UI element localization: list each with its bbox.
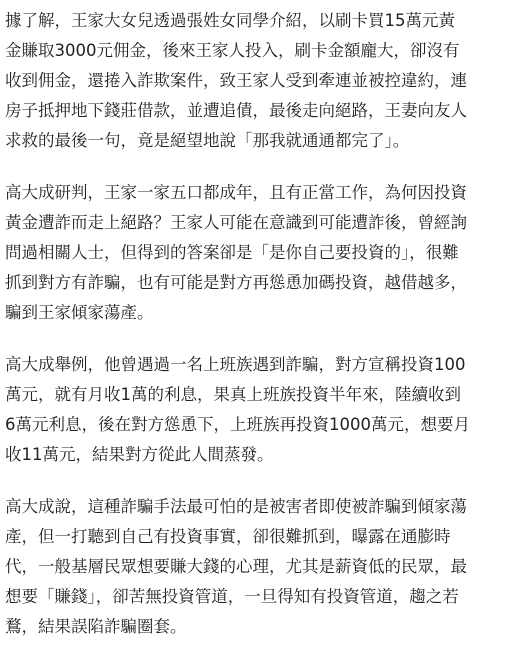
text-line: 想要「賺錢」，卻苦無投資管道，一旦得知有投資管道，趨之若	[5, 587, 459, 606]
text-line: 房子抵押地下錢莊借款，並遭追債，最後走向絕路，王妻向友人	[5, 101, 467, 120]
text-line: 騙到王家傾家蕩產。	[5, 303, 154, 322]
text-line: 據了解，王家大女兒透過張姓女同學介紹，以刷卡買15萬元黃	[5, 11, 455, 30]
text-line: 高大成舉例，他曾遇過一名上班族遇到詐騙，對方宣稱投資100	[5, 355, 466, 374]
article-body	[5, 6, 509, 664]
text-line: 黃金遭詐而走上絕路？王家人可能在意識到可能遭詐後，曾經詢	[5, 213, 467, 232]
paragraph-1	[5, 6, 509, 156]
text-line: 6萬元利息，後在對方慫恿下，上班族再投資1000萬元，想要月	[5, 415, 470, 434]
paragraph-4	[5, 492, 509, 642]
text-line: 高大成說，這種詐騙手法最可怕的是被害者即使被詐騙到傾家蕩	[5, 497, 467, 516]
text-line: 代，一般基層民眾想要賺大錢的心理，尤其是薪資低的民眾，最	[5, 557, 467, 576]
text-line: 求救的最後一句，竟是絕望地說「那我就通通都完了」。	[5, 131, 410, 150]
text-line: 抓到對方有詐騙，也有可能是對方再慫恿加碼投資，越借越多，	[5, 273, 467, 292]
text-line: 萬元，就有月收1萬的利息，果真上班族投資半年來，陸續收到	[5, 385, 461, 404]
text-line: 收到佣金，還捲入詐欺案件，致王家人受到牽連並被控違約，連	[5, 71, 467, 90]
text-line: 高大成研判，王家一家五口都成年，且有正當工作，為何因投資	[5, 183, 467, 202]
text-line: 產，但一打聽到自己有投資事實，卻很難抓到，曝露在通膨時	[5, 527, 451, 546]
paragraph-3	[5, 350, 509, 470]
text-line: 金賺取3000元佣金，後來王家人投入，刷卡金額龐大，卻沒有	[5, 41, 460, 60]
text-line: 收11萬元，結果對方從此人間蒸發。	[5, 445, 274, 464]
text-line: 鶩，結果誤陷詐騙圈套。	[5, 617, 187, 636]
text-line: 問過相關人士，但得到的答案卻是「是你自己要投資的」，很難	[5, 243, 459, 262]
paragraph-2	[5, 178, 509, 328]
